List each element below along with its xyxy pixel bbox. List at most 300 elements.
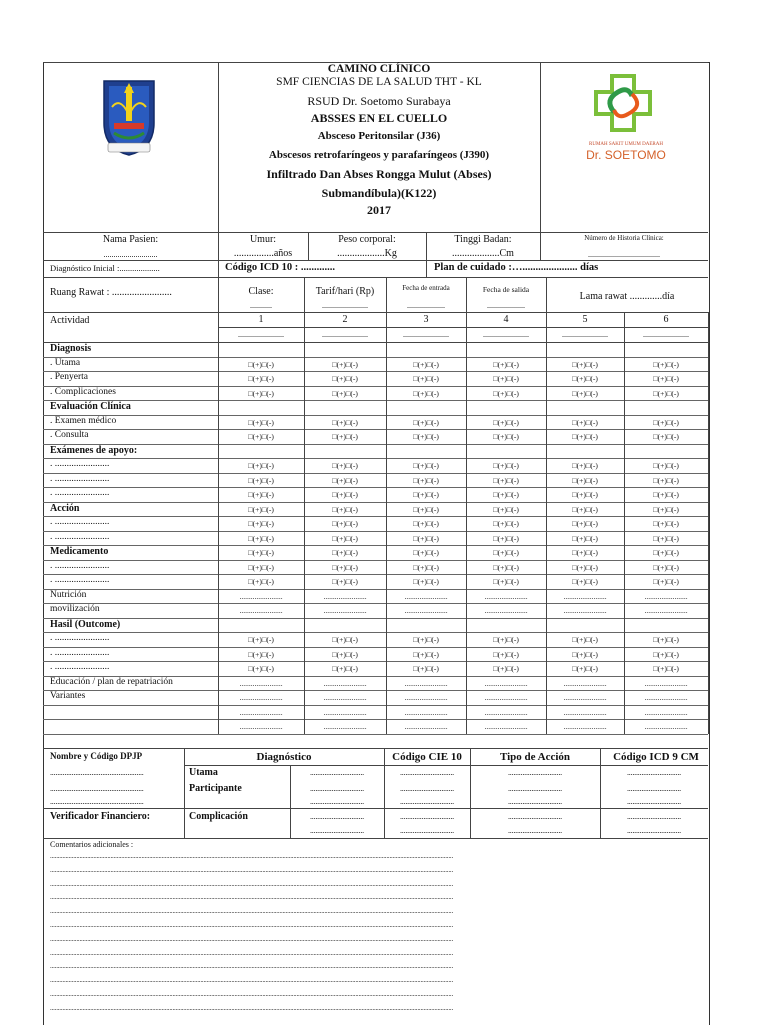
row-divider bbox=[43, 545, 708, 546]
length-of-stay-label: Lama rawat .............día bbox=[579, 291, 675, 302]
day-dotted-field[interactable]: ....................... bbox=[239, 707, 283, 717]
yes-no-checkbox[interactable]: □(+)□(-) bbox=[653, 417, 679, 427]
row-column-divider bbox=[466, 444, 467, 459]
row-divider bbox=[43, 734, 708, 735]
row-label: . Examen médico bbox=[50, 415, 117, 426]
yes-no-checkbox[interactable]: □(+)□(-) bbox=[493, 664, 519, 673]
yes-no-checkbox[interactable]: □(+)□(-) bbox=[572, 490, 598, 499]
hospital-logo-name: Dr. SOETOMO bbox=[586, 148, 666, 162]
row-label: Educación / plan de repatriación bbox=[50, 676, 173, 687]
footer-dotted-field[interactable]: .............................. bbox=[309, 768, 364, 777]
yes-no-checkbox[interactable]: □(+)□(-) bbox=[653, 635, 679, 644]
comment-line[interactable]: .................................................................................................................................................................................................................................................................... bbox=[50, 934, 454, 943]
day-dotted-field[interactable]: ....................... bbox=[563, 693, 607, 702]
row-column-divider bbox=[708, 574, 709, 589]
action-type-header: Tipo de Acción bbox=[499, 751, 571, 763]
entry-date-field[interactable]: ................... bbox=[407, 301, 445, 310]
day-dotted-field[interactable]: ....................... bbox=[563, 722, 607, 731]
yes-no-checkbox[interactable]: □(+)□(-) bbox=[413, 533, 439, 543]
row-divider bbox=[43, 473, 708, 474]
yes-no-checkbox[interactable]: □(+)□(-) bbox=[248, 548, 274, 557]
row-column-divider bbox=[624, 444, 625, 459]
yes-no-checkbox[interactable]: □(+)□(-) bbox=[572, 461, 598, 470]
yes-no-checkbox[interactable]: □(+)□(-) bbox=[413, 504, 439, 514]
age-field[interactable]: ................años bbox=[233, 248, 293, 259]
yes-no-checkbox[interactable]: □(+)□(-) bbox=[653, 461, 679, 470]
yes-no-checkbox[interactable]: □(+)□(-) bbox=[493, 519, 519, 528]
day-dotted-field[interactable]: ....................... bbox=[484, 693, 528, 702]
ward-label: Ruang Rawat : ........................ bbox=[50, 287, 172, 298]
header-line2: SMF CIENCIAS DE LA SALUD THT - KL bbox=[276, 76, 482, 88]
yes-no-checkbox[interactable]: □(+)□(-) bbox=[248, 562, 274, 572]
yes-no-checkbox[interactable]: □(+)□(-) bbox=[653, 490, 679, 499]
day-dotted-field[interactable]: ....................... bbox=[404, 678, 448, 688]
yes-no-checkbox[interactable]: □(+)□(-) bbox=[248, 519, 274, 528]
yes-no-checkbox[interactable]: □(+)□(-) bbox=[413, 388, 439, 398]
day-date-field[interactable]: ....................... bbox=[322, 330, 368, 339]
financial-verifier-label: Verificador Financiero: bbox=[50, 811, 151, 822]
row-column-divider bbox=[708, 429, 709, 444]
yes-no-checkbox[interactable]: □(+)□(-) bbox=[248, 388, 274, 398]
yes-no-checkbox[interactable]: □(+)□(-) bbox=[248, 475, 274, 485]
header-line1: CAMINO CLÍNICO bbox=[327, 63, 431, 75]
yes-no-checkbox[interactable]: □(+)□(-) bbox=[332, 432, 358, 441]
yes-no-checkbox[interactable]: □(+)□(-) bbox=[572, 417, 598, 427]
day-dotted-field[interactable]: ....................... bbox=[404, 693, 448, 702]
yes-no-checkbox[interactable]: □(+)□(-) bbox=[572, 475, 598, 485]
footer-dotted-field[interactable]: .............................. bbox=[309, 797, 364, 806]
row-divider bbox=[43, 458, 708, 459]
patient-name-label: Nama Pasien: bbox=[102, 234, 159, 245]
row-column-divider bbox=[708, 545, 709, 560]
row-column-divider bbox=[708, 690, 709, 705]
footer-dotted-field[interactable]: .............................. bbox=[626, 797, 681, 806]
yes-no-checkbox[interactable]: □(+)□(-) bbox=[248, 533, 274, 543]
row-label: . ....................... bbox=[50, 473, 110, 484]
day-date-field[interactable]: ....................... bbox=[562, 330, 608, 339]
row-column-divider bbox=[546, 400, 547, 415]
day-dotted-field[interactable]: ....................... bbox=[323, 707, 367, 717]
row-divider bbox=[43, 661, 708, 662]
row-divider bbox=[43, 415, 708, 416]
yes-no-checkbox[interactable]: □(+)□(-) bbox=[572, 504, 598, 514]
day-dotted-field[interactable]: ....................... bbox=[239, 606, 283, 615]
yes-no-checkbox[interactable]: □(+)□(-) bbox=[572, 374, 598, 383]
yes-no-checkbox[interactable]: □(+)□(-) bbox=[332, 519, 358, 528]
yes-no-checkbox[interactable]: □(+)□(-) bbox=[572, 548, 598, 557]
row-label: . ....................... bbox=[50, 575, 110, 585]
footer-dotted-field[interactable]: .............................. bbox=[626, 784, 681, 793]
footer-dotted-field[interactable]: .............................. bbox=[399, 784, 454, 793]
height-label: Tinggi Badan: bbox=[454, 234, 512, 245]
yes-no-checkbox[interactable]: □(+)□(-) bbox=[572, 577, 598, 586]
yes-no-checkbox[interactable]: □(+)□(-) bbox=[413, 548, 439, 557]
row-column-divider bbox=[708, 676, 709, 691]
yes-no-checkbox[interactable]: □(+)□(-) bbox=[493, 388, 519, 398]
day-number-6: 6 bbox=[663, 314, 669, 325]
dpjp-label: Nombre y Código DPJP bbox=[50, 751, 143, 761]
dpjp-field-2[interactable]: .................................................... bbox=[50, 784, 144, 793]
yes-no-checkbox[interactable]: □(+)□(-) bbox=[572, 635, 598, 644]
record-number-field[interactable]: .................................... bbox=[588, 250, 660, 259]
day-dotted-field[interactable]: ....................... bbox=[323, 606, 367, 615]
header-sub3: Infiltrado Dan Abses Rongga Mulut (Abses) bbox=[266, 167, 492, 181]
yes-no-checkbox[interactable]: □(+)□(-) bbox=[653, 548, 679, 557]
yes-no-checkbox[interactable]: □(+)□(-) bbox=[413, 461, 439, 470]
row-label: Exámenes de apoyo: bbox=[50, 444, 138, 456]
row-column-divider bbox=[708, 531, 709, 546]
header-line3: RSUD Dr. Soetomo Surabaya bbox=[307, 94, 451, 108]
day-dotted-field[interactable]: ....................... bbox=[404, 707, 448, 717]
yes-no-checkbox[interactable]: □(+)□(-) bbox=[413, 519, 439, 528]
yes-no-checkbox[interactable]: □(+)□(-) bbox=[332, 533, 358, 543]
comment-line[interactable]: .................................................................................................................................................................................................................................................................... bbox=[50, 907, 454, 916]
day-number-2: 2 bbox=[342, 314, 348, 325]
yes-no-checkbox[interactable]: □(+)□(-) bbox=[248, 374, 274, 383]
yes-no-checkbox[interactable]: □(+)□(-) bbox=[493, 533, 519, 543]
row-column-divider bbox=[708, 632, 709, 647]
row-divider bbox=[43, 690, 708, 691]
exit-date-field[interactable]: ................... bbox=[487, 301, 525, 310]
icd10-label: Código ICD 10 : ............. bbox=[225, 262, 335, 273]
yes-no-checkbox[interactable]: □(+)□(-) bbox=[572, 649, 598, 659]
yes-no-checkbox[interactable]: □(+)□(-) bbox=[493, 577, 519, 586]
yes-no-checkbox[interactable]: □(+)□(-) bbox=[653, 533, 679, 543]
comments-label: Comentarios adicionales : bbox=[50, 840, 134, 849]
row-column-divider bbox=[708, 357, 709, 372]
yes-no-checkbox[interactable]: □(+)□(-) bbox=[653, 504, 679, 514]
age-label: Umur: bbox=[249, 234, 277, 245]
header-sub1: Absceso Peritonsilar (J36) bbox=[317, 130, 441, 142]
row-divider bbox=[43, 719, 708, 720]
row-column-divider bbox=[218, 444, 219, 459]
row-column-divider bbox=[708, 589, 709, 604]
footer-dotted-field[interactable]: .............................. bbox=[507, 812, 562, 821]
footer-dotted-field[interactable]: .............................. bbox=[399, 768, 454, 777]
row-column-divider bbox=[218, 342, 219, 357]
yes-no-checkbox[interactable]: □(+)□(-) bbox=[332, 417, 358, 427]
footer-dotted-field[interactable]: .............................. bbox=[399, 812, 454, 821]
yes-no-checkbox[interactable]: □(+)□(-) bbox=[493, 635, 519, 644]
row-column-divider bbox=[708, 560, 709, 575]
row-label: Diagnosis bbox=[50, 343, 92, 354]
hospital-logo-caption: RUMAH SAKIT UMUM DAERAH bbox=[589, 142, 663, 147]
yes-no-checkbox[interactable]: □(+)□(-) bbox=[653, 432, 679, 441]
row-column-divider bbox=[624, 400, 625, 415]
yes-no-checkbox[interactable]: □(+)□(-) bbox=[332, 664, 358, 673]
day-number-4: 4 bbox=[503, 314, 509, 325]
row-label: Acción bbox=[50, 502, 80, 514]
yes-no-checkbox[interactable]: □(+)□(-) bbox=[332, 548, 358, 557]
row-column-divider bbox=[546, 342, 547, 357]
row-column-divider bbox=[708, 661, 709, 676]
footer-dotted-field[interactable]: .............................. bbox=[399, 797, 454, 806]
row-divider bbox=[43, 502, 708, 503]
row-divider bbox=[43, 603, 708, 604]
row-divider bbox=[43, 574, 708, 575]
yes-no-checkbox[interactable]: □(+)□(-) bbox=[653, 649, 679, 659]
comment-line[interactable]: .................................................................................................................................................................................................................................................................... bbox=[50, 976, 454, 985]
yes-no-checkbox[interactable]: □(+)□(-) bbox=[572, 533, 598, 543]
footer-dotted-field[interactable]: .............................. bbox=[309, 784, 364, 793]
header-divider-right bbox=[540, 62, 541, 232]
day-dotted-field[interactable]: ....................... bbox=[644, 722, 688, 731]
yes-no-checkbox[interactable]: □(+)□(-) bbox=[248, 359, 274, 369]
yes-no-checkbox[interactable]: □(+)□(-) bbox=[332, 577, 358, 586]
header-sub4: Submandíbula)(K122) bbox=[321, 186, 437, 200]
yes-no-checkbox[interactable]: □(+)□(-) bbox=[332, 374, 358, 383]
yes-no-checkbox[interactable]: □(+)□(-) bbox=[332, 359, 358, 369]
row-divider bbox=[43, 589, 708, 590]
day-number-1: 1 bbox=[258, 314, 264, 325]
row-column-divider bbox=[708, 444, 709, 459]
row-label: . ....................... bbox=[50, 531, 110, 542]
footer-dotted-field[interactable]: .............................. bbox=[507, 768, 562, 777]
day-dotted-field[interactable]: ....................... bbox=[323, 693, 367, 702]
footer-dotted-field[interactable]: .............................. bbox=[626, 812, 681, 821]
row-column-divider bbox=[304, 618, 305, 633]
class-label: Clase: bbox=[248, 286, 274, 297]
care-plan-label: Plan de cuidado :…..................... días bbox=[434, 262, 599, 273]
yes-no-checkbox[interactable]: □(+)□(-) bbox=[413, 417, 439, 427]
comment-line[interactable]: .................................................................................................................................................................................................................................................................... bbox=[50, 921, 454, 929]
row-column-divider bbox=[304, 444, 305, 459]
comment-line[interactable]: .................................................................................................................................................................................................................................................................... bbox=[50, 948, 454, 957]
row-divider bbox=[43, 386, 708, 387]
yes-no-checkbox[interactable]: □(+)□(-) bbox=[248, 664, 274, 673]
day-dotted-field[interactable]: ....................... bbox=[404, 722, 448, 731]
row-divider bbox=[43, 516, 708, 517]
document-title: ABSSES EN EL CUELLO bbox=[310, 111, 448, 125]
header-year: 2017 bbox=[367, 203, 391, 217]
day-dotted-field[interactable]: ....................... bbox=[644, 591, 688, 601]
row-column-divider bbox=[386, 444, 387, 459]
row-column-divider bbox=[624, 618, 625, 633]
day-dotted-field[interactable]: ....................... bbox=[563, 707, 607, 717]
yes-no-checkbox[interactable]: □(+)□(-) bbox=[332, 388, 358, 398]
yes-no-checkbox[interactable]: □(+)□(-) bbox=[493, 562, 519, 572]
day-dotted-field[interactable]: ....................... bbox=[563, 591, 607, 601]
yes-no-checkbox[interactable]: □(+)□(-) bbox=[653, 664, 679, 673]
day-dotted-field[interactable]: ....................... bbox=[404, 606, 448, 615]
yes-no-checkbox[interactable]: □(+)□(-) bbox=[413, 490, 439, 499]
row-label: . Consulta bbox=[50, 430, 89, 440]
entry-date-label: Fecha de entrada bbox=[402, 284, 450, 292]
yes-no-checkbox[interactable]: □(+)□(-) bbox=[413, 359, 439, 369]
height-field[interactable]: ...................Cm bbox=[452, 248, 514, 259]
weight-label: Peso corporal: bbox=[338, 234, 396, 245]
day-dotted-field[interactable]: ....................... bbox=[239, 722, 283, 731]
yes-no-checkbox[interactable]: □(+)□(-) bbox=[413, 635, 439, 644]
row-label: . ....................... bbox=[50, 662, 110, 672]
row-label: . Complicaciones bbox=[50, 386, 116, 397]
weight-field[interactable]: ...................Kg bbox=[337, 248, 397, 259]
yes-no-checkbox[interactable]: □(+)□(-) bbox=[413, 562, 439, 572]
province-seal-logo bbox=[100, 77, 158, 157]
day-dotted-field[interactable]: ....................... bbox=[323, 678, 367, 688]
row-label: . Utama bbox=[50, 357, 81, 368]
footer-dotted-field[interactable]: .............................. bbox=[399, 826, 454, 835]
row-column-divider bbox=[708, 400, 709, 415]
yes-no-checkbox[interactable]: □(+)□(-) bbox=[413, 374, 439, 383]
row-column-divider bbox=[708, 415, 709, 430]
yes-no-checkbox[interactable]: □(+)□(-) bbox=[493, 374, 519, 383]
tariff-label: Tarif/hari (Rp) bbox=[315, 286, 375, 297]
row-divider bbox=[43, 400, 708, 401]
patient-name-field[interactable]: ........................... bbox=[103, 250, 158, 259]
day-dotted-field[interactable]: ....................... bbox=[239, 678, 283, 688]
day-dotted-field[interactable]: ....................... bbox=[644, 707, 688, 717]
row-divider bbox=[43, 531, 708, 532]
yes-no-checkbox[interactable]: □(+)□(-) bbox=[493, 649, 519, 659]
column-divider bbox=[708, 312, 709, 342]
yes-no-checkbox[interactable]: □(+)□(-) bbox=[493, 475, 519, 485]
yes-no-checkbox[interactable]: □(+)□(-) bbox=[493, 548, 519, 557]
footer-dotted-field[interactable]: .............................. bbox=[507, 826, 562, 835]
yes-no-checkbox[interactable]: □(+)□(-) bbox=[653, 519, 679, 528]
row-column-divider bbox=[708, 719, 709, 734]
yes-no-checkbox[interactable]: □(+)□(-) bbox=[248, 490, 274, 499]
yes-no-checkbox[interactable]: □(+)□(-) bbox=[653, 374, 679, 383]
row-column-divider bbox=[466, 400, 467, 415]
day-dotted-field[interactable]: ....................... bbox=[644, 693, 688, 702]
row-column-divider bbox=[386, 342, 387, 357]
row-column-divider bbox=[466, 342, 467, 357]
footer-dotted-field[interactable]: .............................. bbox=[626, 826, 681, 835]
row-divider bbox=[43, 647, 708, 648]
footer-dotted-field[interactable]: .............................. bbox=[309, 812, 364, 821]
day-date-field[interactable]: ....................... bbox=[403, 330, 449, 339]
comment-line[interactable]: .................................................................................................................................................................................................................................................................... bbox=[50, 865, 454, 874]
yes-no-checkbox[interactable]: □(+)□(-) bbox=[413, 475, 439, 485]
yes-no-checkbox[interactable]: □(+)□(-) bbox=[332, 562, 358, 572]
yes-no-checkbox[interactable]: □(+)□(-) bbox=[653, 475, 679, 485]
comment-line[interactable]: .................................................................................................................................................................................................................................................................... bbox=[50, 962, 454, 971]
yes-no-checkbox[interactable]: □(+)□(-) bbox=[413, 664, 439, 673]
yes-no-checkbox[interactable]: □(+)□(-) bbox=[572, 519, 598, 528]
day-dotted-field[interactable]: ....................... bbox=[644, 678, 688, 688]
row-column-divider bbox=[708, 516, 709, 531]
yes-no-checkbox[interactable]: □(+)□(-) bbox=[572, 388, 598, 398]
yes-no-checkbox[interactable]: □(+)□(-) bbox=[248, 577, 274, 586]
row-column-divider bbox=[546, 444, 547, 459]
dpjp-field-3[interactable]: .................................................... bbox=[50, 797, 144, 806]
row-label: . ....................... bbox=[50, 560, 110, 571]
yes-no-checkbox[interactable]: □(+)□(-) bbox=[332, 649, 358, 659]
footer-dotted-field[interactable]: .............................. bbox=[626, 768, 681, 777]
comment-line[interactable]: .................................................................................................................................................................................................................................................................... bbox=[50, 852, 454, 860]
comment-line[interactable]: .................................................................................................................................................................................................................................................................... bbox=[50, 893, 454, 902]
row-label: Medicamento bbox=[50, 546, 109, 557]
yes-no-checkbox[interactable]: □(+)□(-) bbox=[653, 577, 679, 586]
comment-line[interactable]: .................................................................................................................................................................................................................................................................... bbox=[50, 990, 454, 998]
yes-no-checkbox[interactable]: □(+)□(-) bbox=[248, 504, 274, 514]
yes-no-checkbox[interactable]: □(+)□(-) bbox=[572, 562, 598, 572]
yes-no-checkbox[interactable]: □(+)□(-) bbox=[493, 504, 519, 514]
yes-no-checkbox[interactable]: □(+)□(-) bbox=[332, 475, 358, 485]
row-column-divider bbox=[708, 487, 709, 502]
footer-dotted-field[interactable]: .............................. bbox=[309, 826, 364, 835]
day-dotted-field[interactable]: ....................... bbox=[563, 678, 607, 688]
footer-dotted-field[interactable]: .............................. bbox=[507, 784, 562, 793]
day-date-field[interactable]: ....................... bbox=[483, 330, 529, 339]
day-dotted-field[interactable]: ....................... bbox=[323, 591, 367, 601]
yes-no-checkbox[interactable]: □(+)□(-) bbox=[248, 635, 274, 644]
day-dotted-field[interactable]: ....................... bbox=[484, 707, 528, 717]
yes-no-checkbox[interactable]: □(+)□(-) bbox=[332, 504, 358, 514]
day-dotted-field[interactable]: ....................... bbox=[323, 722, 367, 731]
yes-no-checkbox[interactable]: □(+)□(-) bbox=[332, 461, 358, 470]
yes-no-checkbox[interactable]: □(+)□(-) bbox=[413, 649, 439, 659]
row-column-divider bbox=[708, 386, 709, 401]
row-label: . ....................... bbox=[50, 459, 110, 469]
yes-no-checkbox[interactable]: □(+)□(-) bbox=[248, 417, 274, 427]
yes-no-checkbox[interactable]: □(+)□(-) bbox=[653, 562, 679, 572]
row-divider bbox=[43, 705, 708, 706]
day-date-field[interactable]: ....................... bbox=[643, 330, 689, 339]
yes-no-checkbox[interactable]: □(+)□(-) bbox=[332, 490, 358, 499]
day-dotted-field[interactable]: ....................... bbox=[239, 693, 283, 702]
day-dotted-field[interactable]: ....................... bbox=[484, 678, 528, 688]
yes-no-checkbox[interactable]: □(+)□(-) bbox=[248, 432, 274, 441]
dpjp-field-1[interactable]: .................................................... bbox=[50, 768, 144, 777]
comment-line[interactable]: .................................................................................................................................................................................................................................................................... bbox=[50, 1003, 454, 1012]
yes-no-checkbox[interactable]: □(+)□(-) bbox=[413, 432, 439, 441]
row-column-divider bbox=[546, 618, 547, 633]
tariff-field[interactable]: ....................... bbox=[322, 301, 368, 310]
footer-dotted-field[interactable]: .............................. bbox=[507, 797, 562, 806]
yes-no-checkbox[interactable]: □(+)□(-) bbox=[493, 432, 519, 441]
yes-no-checkbox[interactable]: □(+)□(-) bbox=[572, 664, 598, 673]
day-dotted-field[interactable]: ....................... bbox=[404, 591, 448, 601]
row-label: . ....................... bbox=[50, 517, 110, 527]
day-number-3: 3 bbox=[423, 314, 429, 325]
day-dotted-field[interactable]: ....................... bbox=[484, 606, 528, 615]
row-divider bbox=[43, 357, 708, 358]
yes-no-checkbox[interactable]: □(+)□(-) bbox=[248, 461, 274, 470]
yes-no-checkbox[interactable]: □(+)□(-) bbox=[572, 359, 598, 369]
yes-no-checkbox[interactable]: □(+)□(-) bbox=[493, 359, 519, 369]
yes-no-checkbox[interactable]: □(+)□(-) bbox=[332, 635, 358, 644]
initial-diagnosis-label: Diagnóstico Inicial :................... bbox=[50, 263, 160, 273]
yes-no-checkbox[interactable]: □(+)□(-) bbox=[653, 388, 679, 398]
complication-label: Complicación bbox=[189, 811, 248, 822]
row-column-divider bbox=[708, 647, 709, 662]
day-date-field[interactable]: ....................... bbox=[238, 330, 284, 339]
yes-no-checkbox[interactable]: □(+)□(-) bbox=[493, 461, 519, 470]
yes-no-checkbox[interactable]: □(+)□(-) bbox=[248, 649, 274, 659]
comment-line[interactable]: .................................................................................................................................................................................................................................................................... bbox=[50, 879, 454, 888]
yes-no-checkbox[interactable]: □(+)□(-) bbox=[493, 417, 519, 427]
yes-no-checkbox[interactable]: □(+)□(-) bbox=[653, 359, 679, 369]
row-column-divider bbox=[386, 400, 387, 415]
day-dotted-field[interactable]: ....................... bbox=[644, 606, 688, 615]
day-dotted-field[interactable]: ....................... bbox=[484, 722, 528, 731]
yes-no-checkbox[interactable]: □(+)□(-) bbox=[413, 577, 439, 586]
header-sub2: Abscesos retrofaríngeos y parafaríngeos (J390) bbox=[268, 149, 490, 161]
class-field[interactable]: ........... bbox=[250, 301, 272, 310]
record-number-label: Número de Historia Clínica: bbox=[584, 234, 664, 242]
day-dotted-field[interactable]: ....................... bbox=[484, 591, 528, 601]
diagnosis-header: Diagnóstico bbox=[256, 751, 312, 763]
row-column-divider bbox=[708, 705, 709, 720]
day-dotted-field[interactable]: ....................... bbox=[563, 606, 607, 615]
yes-no-checkbox[interactable]: □(+)□(-) bbox=[572, 432, 598, 441]
row-column-divider bbox=[708, 371, 709, 386]
row-label: . ....................... bbox=[50, 633, 110, 643]
yes-no-checkbox[interactable]: □(+)□(-) bbox=[493, 490, 519, 499]
day-dotted-field[interactable]: ....................... bbox=[239, 591, 283, 601]
